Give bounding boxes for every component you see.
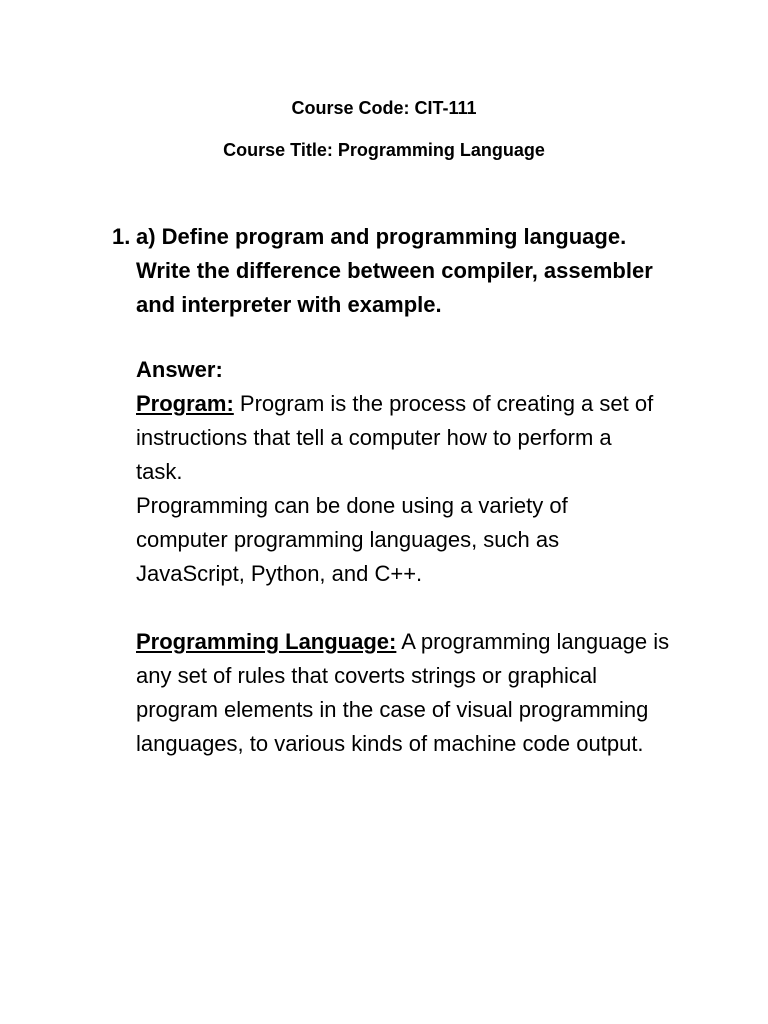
programming-language-definition-line: program elements in the case of visual programming [136,697,649,722]
paragraph-spacer [136,591,716,625]
programming-language-definition-line: languages, to various kinds of machine code output. [136,731,644,756]
program-term: Program: [136,391,234,416]
answer-section [136,353,716,761]
question-number: 1. [112,224,131,249]
program-definition-line [136,387,716,421]
program-definition-line: instructions that tell a computer how to perform a [136,425,612,450]
program-definition-line: JavaScript, Python, and C++. [136,561,423,586]
programming-language-definition-line [136,625,716,659]
programming-language-definition-start: A programming language is [396,629,670,654]
course-title: Course Title: Programming Language [223,140,545,160]
question-line: Write the difference between compiler, assembler [136,258,653,283]
program-definition-line: task. [136,459,183,484]
answer-heading: Answer: [136,357,223,382]
question-line: and interpreter with example. [136,292,442,317]
programming-language-term: Programming Language: [136,629,397,654]
course-code: Course Code: CIT-111 [291,98,477,118]
program-definition-line: computer programming languages, such as [136,527,560,552]
programming-language-definition-line: any set of rules that coverts strings or graphical [136,663,597,688]
program-definition-start: Program is the process of creating a set of [233,391,654,416]
program-definition-line: Programming can be done using a variety of [136,493,568,518]
question-text [136,220,712,322]
question-line: a) Define program and programming language. [136,224,627,249]
